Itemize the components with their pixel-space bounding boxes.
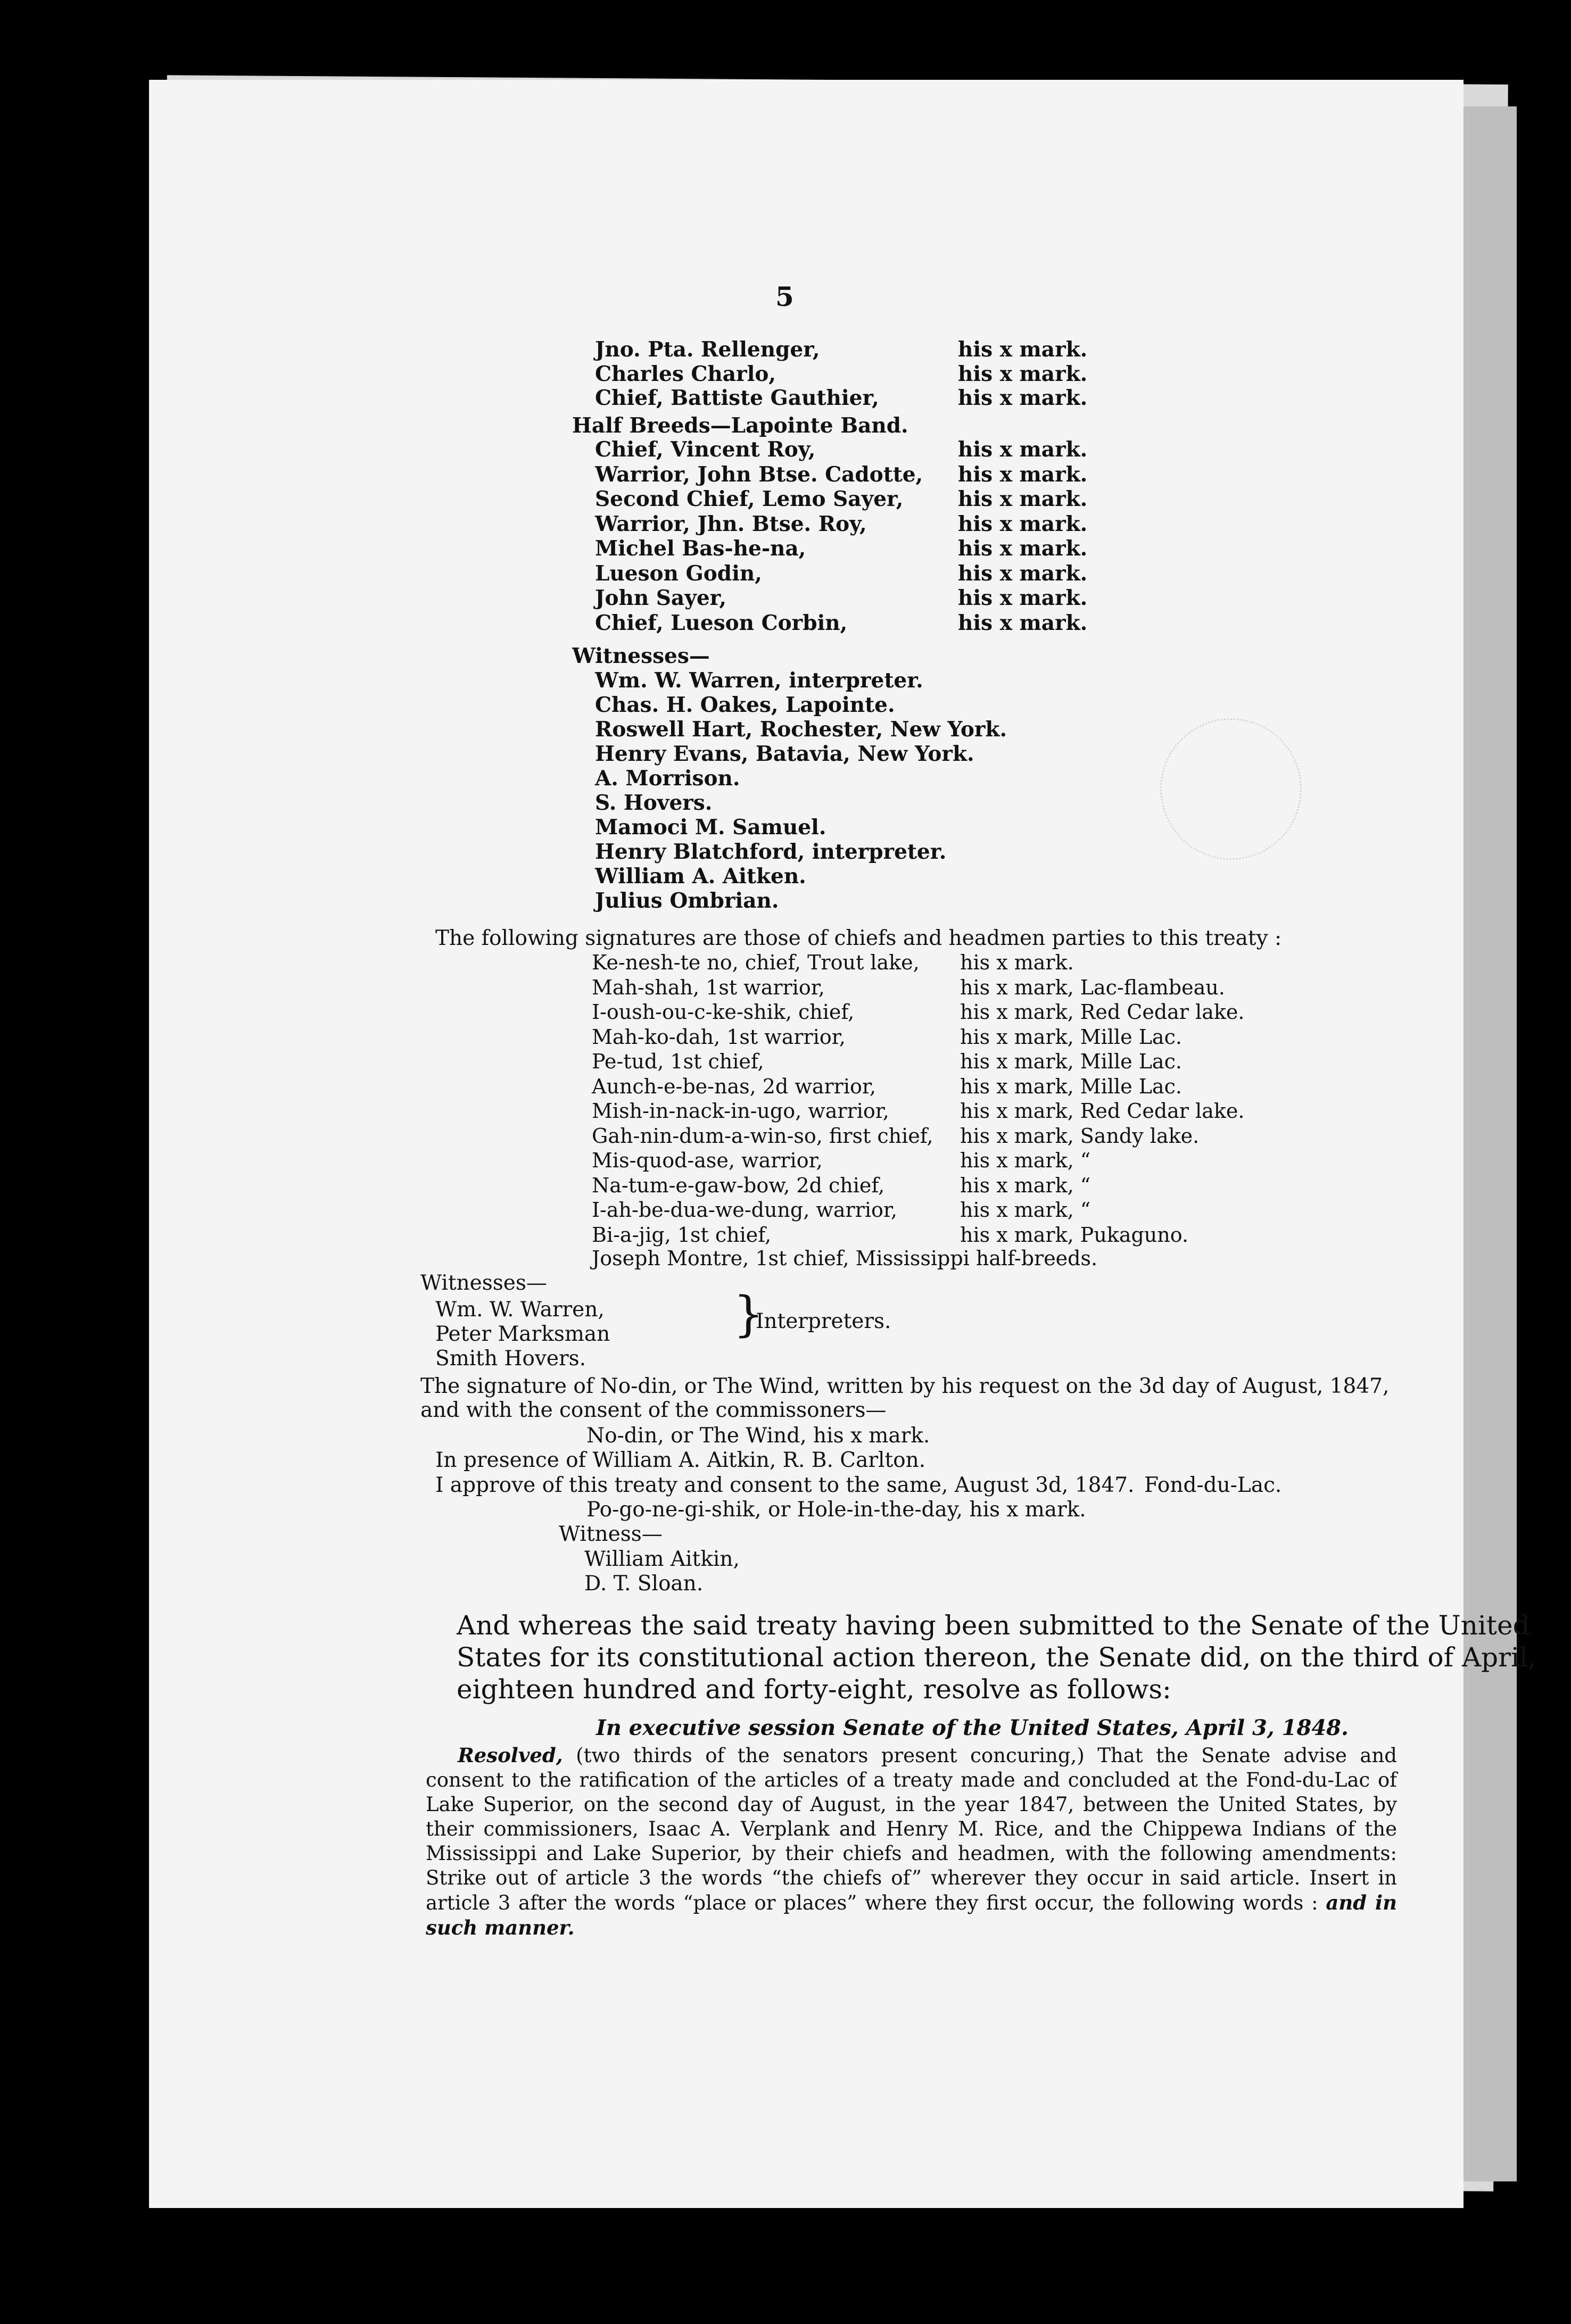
witness-entry: Henry Blatchford, interpreter.: [595, 840, 947, 864]
nodin-line-1: The signature of No-din, or The Wind, written by his request on the 3d day of August, 1847,: [420, 1374, 1390, 1398]
page-number: 5: [775, 281, 794, 312]
interpreters-label: Interpreters.: [756, 1309, 891, 1333]
chief-signature-name: Mish-in-nack-in-ugo, warrior,: [592, 1099, 889, 1123]
resolution-body: (two thirds of the senators present concuring,) That the Senate advise and consent to the ratification of the articles of a treaty made and concluded at the Fond-du-Lac of Lake Superior, on the second day of August, in the year 1847, between the United States, by their commissioners, Isaac A. Verplank and Henry M. Rice, and the Chippewa Indians of the Mississippi and Lake Superior, by their chiefs and headmen, with the following amendments: Strike out of article 3 the words “the chiefs of” wherever they occur in said article. Insert in article 3 after the words “place or places” where they first occur, the following words :: [426, 1744, 1397, 1914]
whereas-line-1: And whereas the said treaty having been submitted to the Senate of the United: [457, 1610, 1530, 1641]
witness-marksman: Peter Marksman: [435, 1322, 610, 1346]
witness-entry: William A. Aitken.: [595, 864, 806, 889]
chief-signature-mark: his x mark, Mille Lac.: [960, 1074, 1182, 1098]
chief-signature-mark: his x mark, Mille Lac.: [960, 1050, 1182, 1073]
signature-mark: his x mark.: [958, 361, 1088, 386]
signature-mark: his x mark.: [958, 437, 1088, 462]
signature-name: Chief, Battiste Gauthier,: [595, 386, 879, 410]
chief-signature-mark: his x mark, Lac-flambeau.: [960, 975, 1225, 999]
signature-name: Lueson Godin,: [595, 561, 762, 586]
signature-name: Jno. Pta. Rellenger,: [595, 337, 820, 362]
signature-mark: his x mark.: [958, 610, 1088, 635]
witness-sloan: D. T. Sloan.: [584, 1572, 704, 1596]
chief-signature-name: Mah-ko-dah, 1st warrior,: [592, 1025, 846, 1049]
chief-signature-mark: his x mark, “: [960, 1173, 1091, 1197]
resolved-word: Resolved,: [458, 1744, 563, 1767]
session-heading-text: In executive session Senate of the United States, April 3, 1848.: [596, 1715, 1349, 1740]
chief-signature-mark: his x mark.: [960, 951, 1074, 974]
signature-name: Charles Charlo,: [595, 361, 776, 386]
chief-signature-mark: his x mark, Pukaguno.: [960, 1223, 1189, 1247]
witness-entry: Roswell Hart, Rochester, New York.: [595, 717, 1007, 742]
signature-mark: his x mark.: [958, 586, 1088, 610]
nodin-line-2: and with the consent of the commissoners—: [420, 1398, 887, 1422]
signature-name: Michel Bas-he-na,: [595, 536, 806, 561]
witness-entry: Wm. W. Warren, interpreter.: [595, 668, 923, 693]
chief-signature-name: Na-tum-e-gaw-bow, 2d chief,: [592, 1173, 885, 1197]
signature-name: Warrior, John Btse. Cadotte,: [595, 462, 923, 487]
pogo-line: Po-go-ne-gi-shik, or Hole-in-the-day, his x mark.: [586, 1498, 1086, 1522]
signature-name: John Sayer,: [595, 586, 726, 610]
chief-signature-mark: his x mark, Red Cedar lake.: [960, 1000, 1245, 1024]
witnesses-label: Witnesses—: [572, 644, 710, 668]
presence-line: In presence of William A. Aitkin, R. B. Carlton.: [435, 1448, 926, 1472]
approve-line: I approve of this treaty and consent to the same, August 3d, 1847.: [435, 1473, 1135, 1497]
seal-bleed-through: [1160, 718, 1302, 860]
band-heading: Half Breeds—Lapointe Band.: [572, 413, 908, 438]
whereas-line-3: eighteen hundred and forty-eight, resolve as follows:: [457, 1674, 1171, 1705]
brace-glyph: }: [733, 1286, 764, 1342]
chief-signature-mark: his x mark, “: [960, 1149, 1091, 1172]
signature-name: Chief, Lueson Corbin,: [595, 610, 848, 635]
chief-signature-name: Pe-tud, 1st chief,: [592, 1050, 764, 1073]
session-heading: [596, 1717, 1349, 1739]
signature-mark: his x mark.: [958, 386, 1088, 410]
witness-warren: Wm. W. Warren,: [435, 1298, 605, 1322]
following-intro: The following signatures are those of chiefs and headmen parties to this treaty :: [435, 926, 1282, 950]
nodin-mark: No-din, or The Wind, his x mark.: [586, 1424, 930, 1448]
chief-signature-name: Bi-a-jig, 1st chief,: [592, 1223, 772, 1247]
witness-entry: Chas. H. Oakes, Lapointe.: [595, 693, 895, 717]
signature-mark: his x mark.: [958, 536, 1088, 561]
witness-entry: Henry Evans, Batavia, New York.: [595, 742, 974, 766]
witness-entry: Mamoci M. Samuel.: [595, 815, 826, 840]
document-page: [149, 80, 1536, 2208]
signature-mark: his x mark.: [958, 561, 1088, 586]
witness-entry: Julius Ombrian.: [595, 889, 779, 913]
signature-mark: his x mark.: [958, 487, 1088, 511]
resolution-end: and in such manner.: [426, 1891, 1397, 1939]
witnesses-2-label: Witnesses—: [420, 1271, 547, 1295]
joseph-montre-line: Joseph Montre, 1st chief, Mississippi half-breeds.: [592, 1247, 1098, 1270]
chief-signature-name: Mah-shah, 1st warrior,: [592, 975, 825, 999]
chief-signature-mark: his x mark, “: [960, 1198, 1091, 1222]
witness-entry: A. Morrison.: [595, 766, 740, 791]
chief-signature-name: Mis-quod-ase, warrior,: [592, 1149, 823, 1172]
signature-mark: his x mark.: [958, 511, 1088, 536]
chief-signature-name: Ke-nesh-te no, chief, Trout lake,: [592, 951, 920, 974]
witness-label: Witness—: [559, 1522, 663, 1546]
signature-name: Chief, Vincent Roy,: [595, 437, 816, 462]
signature-name: Second Chief, Lemo Sayer,: [595, 487, 904, 511]
witness-entry: S. Hovers.: [595, 791, 713, 815]
signature-mark: his x mark.: [958, 337, 1088, 362]
chief-signature-name: Gah-nin-dum-a-win-so, first chief,: [592, 1124, 933, 1148]
chief-signature-mark: his x mark, Sandy lake.: [960, 1124, 1200, 1148]
chief-signature-name: I-ah-be-dua-we-dung, warrior,: [592, 1198, 897, 1222]
witness-hovers: Smith Hovers.: [435, 1347, 586, 1371]
chief-signature-mark: his x mark, Mille Lac.: [960, 1025, 1182, 1049]
chief-signature-name: Aunch-e-be-nas, 2d warrior,: [592, 1074, 876, 1098]
witness-aitkin: William Aitkin,: [584, 1547, 740, 1571]
chief-signature-name: I-oush-ou-c-ke-shik, chief,: [592, 1000, 855, 1024]
approve-place: Fond-du-Lac.: [1144, 1473, 1282, 1497]
resolution-paragraph: [426, 1743, 1397, 1940]
signature-name: Warrior, Jhn. Btse. Roy,: [595, 511, 867, 536]
signature-mark: his x mark.: [958, 462, 1088, 487]
chief-signature-mark: his x mark, Red Cedar lake.: [960, 1099, 1245, 1123]
whereas-line-2: States for its constitutional action thereon, the Senate did, on the third of April,: [457, 1642, 1536, 1673]
